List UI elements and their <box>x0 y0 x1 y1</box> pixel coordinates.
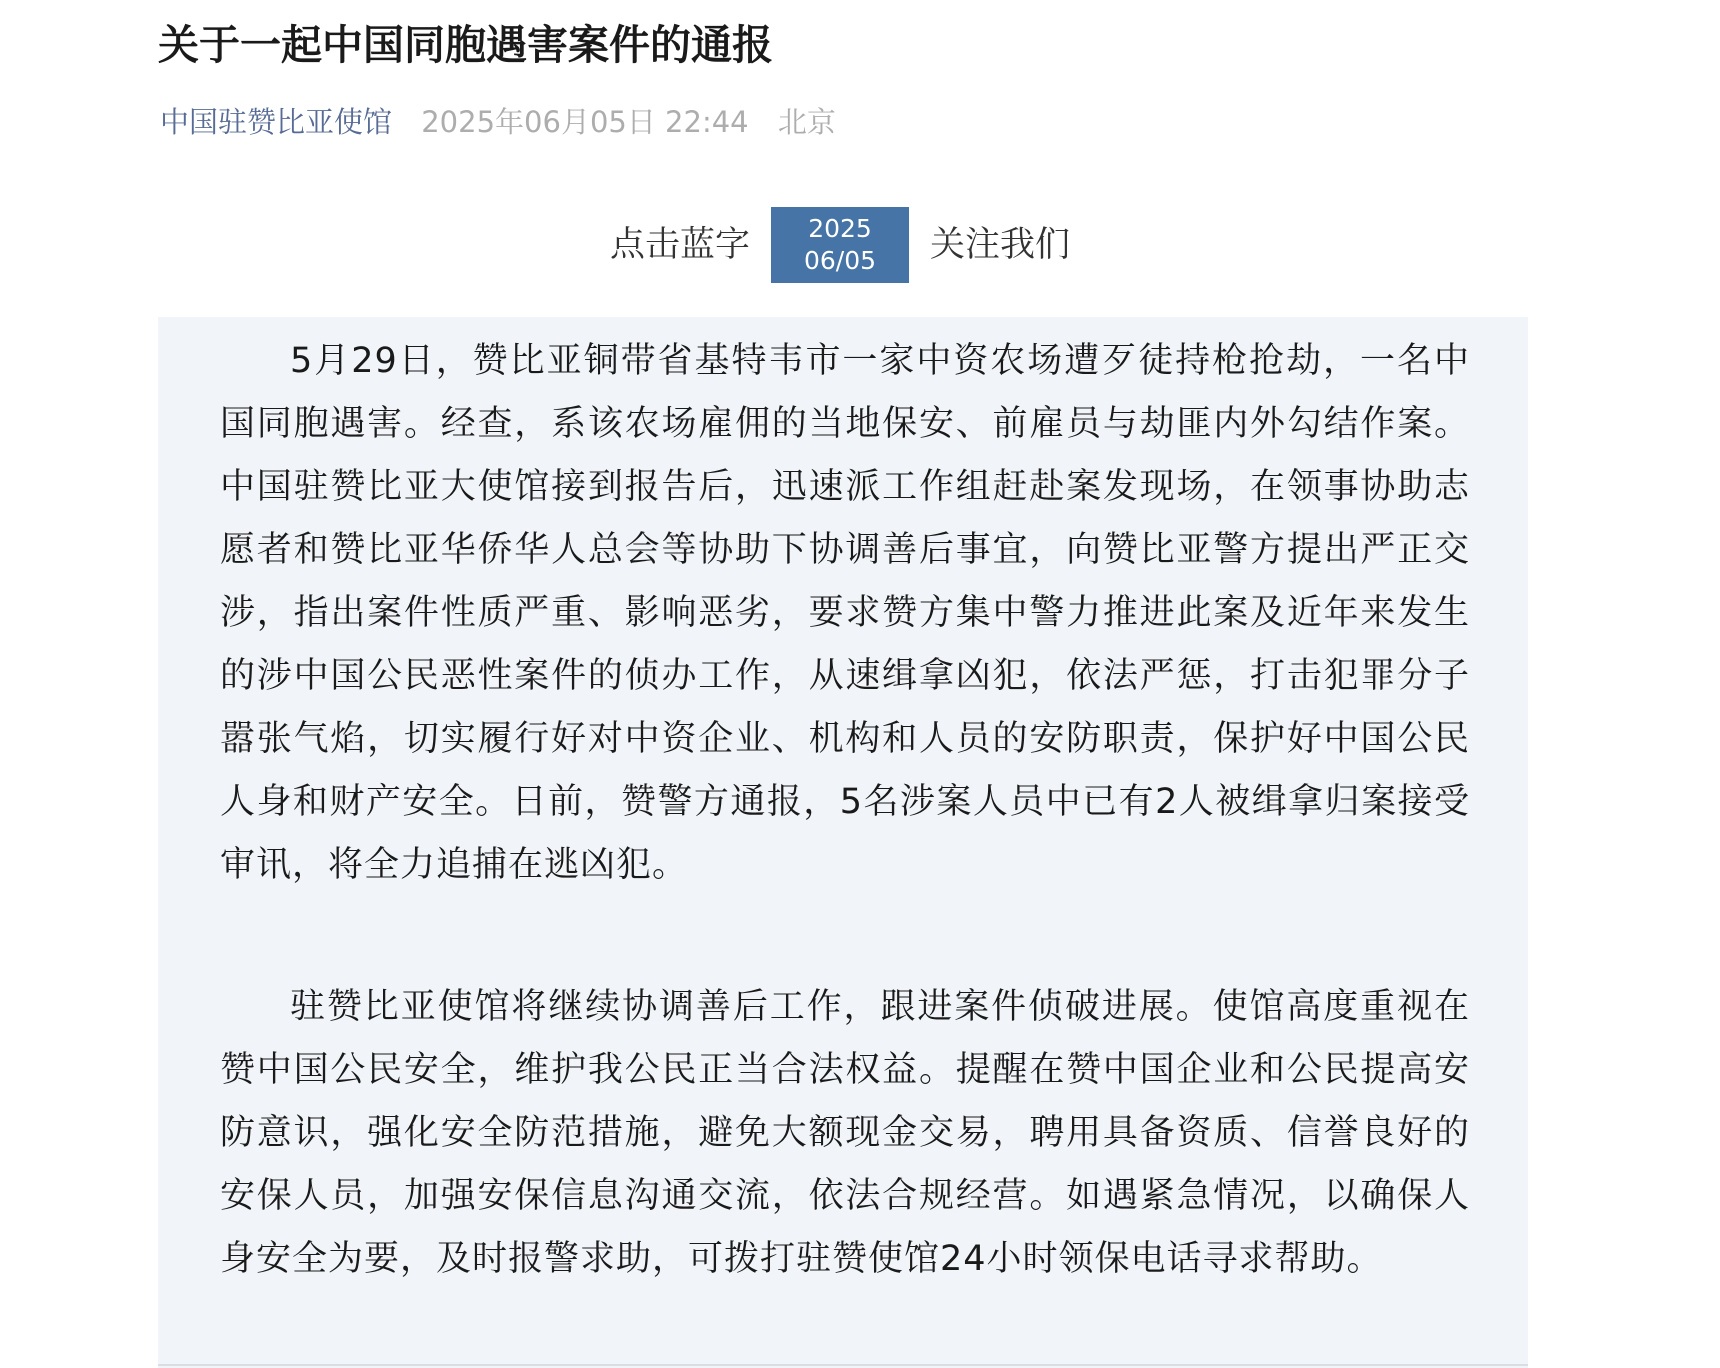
article-content-box <box>158 317 1528 1368</box>
account-name-link[interactable]: 中国驻赞比亚使馆 <box>160 105 393 139</box>
follow-left-text: 点击蓝字 <box>609 225 750 265</box>
article-title: 关于一起中国同胞遇害案件的通报 <box>158 21 773 69</box>
follow-banner <box>0 207 1700 283</box>
publish-datetime: 2025年06月05日 22:44 <box>421 105 749 139</box>
body-paragraph-1: 5月29日，赞比亚铜带省基特韦市一家中资农场遭歹徒持枪抢劫，一名中国同胞遇害。经查，系该农场雇佣的当地保安、前雇员与劫匪内外勾结作案。中国驻赞比亚大使馆接到报告后，迅速派工作组赶赴案发现场，在领事协助志愿者和赞比亚华侨华人总会等协助下协调善后事宜，向赞比亚警方提出严正交涉，指出案件性质严重、影响恶劣，要求赞方集中警力推进此案及近年来发生的涉中国公民恶性案件的侦办工作，从速缉拿凶犯，依法严惩，打击犯罪分子嚣张气焰，切实履行好对中资企业、机构和人员的安防职责，保护好中国公民人身和财产安全。日前，赞警方通报，5名涉案人员中已有2人被缉拿归案接受审讯，将全力追捕在逃凶犯。 <box>220 341 1470 885</box>
follow-right-text: 关注我们 <box>930 225 1071 265</box>
date-badge <box>771 207 909 283</box>
content-bottom-divider <box>158 1364 1528 1366</box>
article-meta <box>160 102 836 142</box>
date-badge-month-day: 06/05 <box>803 246 877 275</box>
publish-location: 北京 <box>777 105 836 139</box>
body-paragraph-2: 驻赞比亚使馆将继续协调善后工作，跟进案件侦破进展。使馆高度重视在赞中国公民安全，维护我公民正当合法权益。提醒在赞中国企业和公民提高安防意识，强化安全防范措施，避免大额现金交易，聘用具备资质、信誉良好的安保人员，加强安保信息沟通交流，依法合规经营。如遇紧急情况，以确保人身安全为要，及时报警求助，可拨打驻赞使馆24小时领保电话寻求帮助。 <box>220 987 1470 1279</box>
date-badge-year: 2025 <box>808 214 872 243</box>
